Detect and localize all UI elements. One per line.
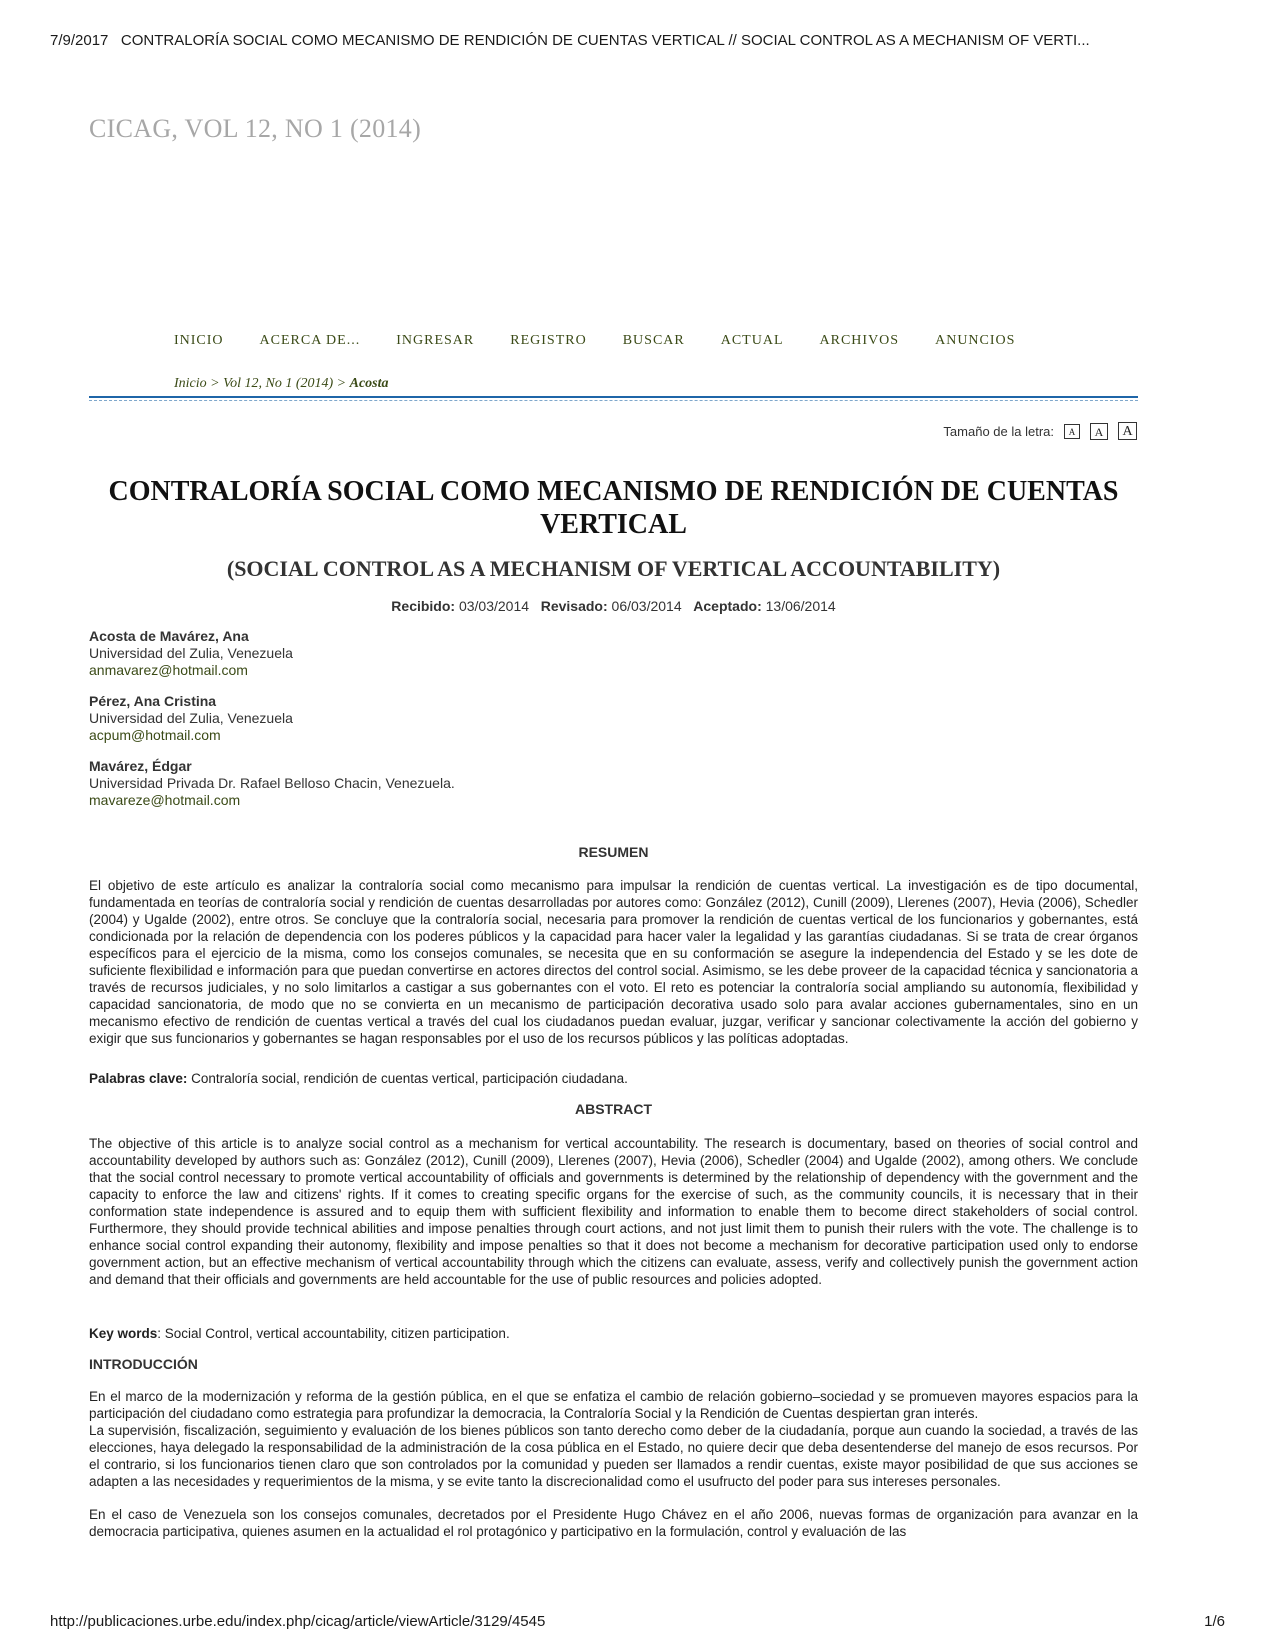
author-entry [89,693,455,744]
print-doc-title: CONTRALORÍA SOCIAL COMO MECANISMO DE RENDICIÓN DE CUENTAS VERTICAL // SOCIAL CONTROL AS A MECHANISM OF VERTI... [120,32,1090,49]
nav-item-actual[interactable]: ACTUAL [720,333,784,348]
breadcrumb-separator: > [206,376,224,391]
resumen-heading: RESUMEN [578,844,649,860]
font-size-label: Tamaño de la letra: [943,423,1054,439]
nav-item-anuncios[interactable]: ANUNCIOS [935,333,1016,348]
intro-paragraph: La supervisión, fiscalización, seguimiento y evaluación de los bienes públicos son tanto derecho como deber de la ciudadanía, porque aun cuando la sociedad, a través de las elecciones, haya delegado la responsabilidad de la administración de la cosa pública en el Estado, no quiere decir que deba desentenderse del manejo de esos recursos. Por el contrario, si los funcionarios tienen claro que son controlados por la comunidad y pueden ser llamados a rendir cuentas, existe mayor posibilidad de que sus acciones se adapten a las necesidades y requerimientos de la misma, y se evite tanto la discrecionalidad como el usufructo del poder para sus intereses personales. [89,1423,1138,1489]
revised-date: 06/03/2014 [611,598,682,614]
intro-heading: INTRODUCCIÓN [89,1356,198,1372]
print-page-number: 1/6 [1204,1613,1225,1630]
resumen-text: El objetivo de este artículo es analizar la contraloría social como mecanismo para impulsar la rendición de cuentas vertical. La investigación es de tipo documental, fundamentada en teorías de contraloría social y rendición de cuentas desarrolladas por autores como: González (2012), Cunill (2009), Llerenes (2007), Hevia (2006), Schedler (2004) y Ugalde (2002), entre otros. Se concluye que la contraloría social, necesaria para promover la rendición de cuentas vertical de los funcionarios y gobernantes, está condicionada por la relación de dependencia con los poderes públicos y la capacidad para hacer valer la legalidad y las garantías ciudadanas. Si se trata de crear órganos específicos para el ejercicio de la misma, como los consejos comunales, se necesita que en su conformación se asegure la independencia del Estado y se les dote de suficiente flexibilidad e información para que puedan convertirse en actores directos del control social. Asimismo, se les debe proveer de la capacidad técnica y sancionatoria a través de recursos judiciales, y no solo limitarlos a castigar a sus gobernantes con el voto. El reto es potenciar la contraloría social ampliando su autonomía, flexibilidad y capacidad sancionatoria, de modo que no se convierta en un mecanismo de participación decorativa usado solo para avalar acciones gubernamentales, sino en un mecanismo efectivo de rendición de cuentas vertical a través del cual los ciudadanos puedan evaluar, juzgar, verificar y sancionar colectivamente la acción del gobierno y exigir que sus funcionarios y gobernantes se hagan responsables por el uso de los recursos públicos y las políticas adoptadas. [89,878,1138,1046]
article-dates [89,598,1138,614]
accepted-date: 13/06/2014 [765,598,836,614]
print-date: 7/9/2017 [50,32,109,49]
intro-paragraph: En el caso de Venezuela son los consejos comunales, decretados por el Presidente Hugo Chávez en el año 2006, nuevas formas de organización para avanzar en la democracia participativa, quienes asumen en la actualidad el rol protagónico y participativo en la formulación, control y evaluación de las [89,1507,1138,1539]
breadcrumb-issue[interactable]: Vol 12, No 1 (2014) [223,376,334,391]
abstract-keywords-label: Key words [89,1326,158,1341]
author-email-link[interactable]: anmavarez@hotmail.com [89,662,248,678]
nav-item-buscar[interactable]: BUSCAR [622,333,685,348]
print-footer-url: http://publicaciones.urbe.edu/index.php/cicag/article/viewArticle/3129/4545 [50,1613,546,1630]
received-date: 03/03/2014 [458,598,530,614]
author-email-link[interactable]: mavareze@hotmail.com [89,792,241,808]
nav-item-archivos[interactable]: ARCHIVOS [819,333,900,348]
abstract-text: The objective of this article is to analyze social control as a mechanism for vertical accountability. The research is documentary, based on theories of social control and accountability developed by authors such as: González (2012), Cunill (2009), Llerenes (2007), Hevia (2006), Schedler (2004) and Ugalde (2002), among others. We conclude that the social control necessary to promote vertical accountability of officials and governments is determined by the relationship of dependency with the government and the capacity to enforce the law and citizens' rights. If it comes to creating specific organs for the exercise of such, as the community councils, it is necessary that in their conformation state independence is assured and to equip them with sufficient flexibility and information to enable them to become direct stakeholders of social control. Furthermore, they should provide technical abilities and impose penalties through court actions, and not just limit them to punish their rulers with the vote. The challenge is to enhance social control expanding their autonomy, flexibility and impose penalties so that it does not become a mechanism for decorative participation used only to endorse government action, but an effective mechanism of vertical accountability through which the citizens can evaluate, assess, verify and collectively punish the government action and demand that their officials and governments are held accountable for the use of public resources and policies adopted. [89,1136,1138,1287]
print-header [50,32,1230,49]
intro-paragraph: En el marco de la modernización y reforma de la gestión pública, en el que se enfatiza el cambio de relación gobierno–sociedad y se promueven mayores espacios para la participación del ciudadano como estrategia para profundizar la democracia, la Contraloría Social y la Rendición de Cuentas despiertan gran interés. [89,1389,1138,1421]
abstract-heading: ABSTRACT [575,1101,652,1117]
font-size-control [943,422,1137,440]
journal-title[interactable]: CICAG, VOL 12, NO 1 (2014) [89,114,422,143]
author-entry [89,758,455,809]
author-name: Acosta de Mavárez, Ana [89,628,249,644]
article-title: CONTRALORÍA SOCIAL COMO MECANISMO DE RENDICIÓN DE CUENTAS VERTICAL [108,476,1119,540]
author-name: Pérez, Ana Cristina [89,693,217,709]
nav-item-acerca[interactable]: ACERCA DE... [259,333,361,348]
breadcrumb-home[interactable]: Inicio [174,376,207,391]
author-affiliation: Universidad Privada Dr. Rafael Belloso Chacin, Venezuela. [89,775,455,791]
header-divider [89,396,1138,398]
revised-label: Revisado: [540,598,608,614]
nav-item-ingresar[interactable]: INGRESAR [396,333,475,348]
font-size-large-button[interactable]: A [1118,422,1137,440]
author-affiliation: Universidad del Zulia, Venezuela [89,710,293,726]
breadcrumb-current[interactable]: Acosta [349,376,389,391]
header-divider-dashed [89,400,1138,401]
author-list [89,628,455,823]
abstract-keywords-value: : Social Control, vertical accountability, citizen participation. [157,1326,510,1341]
breadcrumb [174,376,389,392]
nav-item-registro[interactable]: REGISTRO [510,333,587,348]
font-size-medium-button[interactable]: A [1090,423,1108,440]
resumen-keywords-label: Palabras clave: [89,1071,188,1086]
resumen-keywords-value: Contraloría social, rendición de cuentas vertical, participación ciudadana. [191,1071,628,1086]
main-nav [174,333,1051,349]
received-label: Recibido: [391,598,456,614]
intro-body [89,1388,1138,1540]
nav-item-inicio[interactable]: INICIO [174,333,224,348]
author-email-link[interactable]: acpum@hotmail.com [89,727,221,743]
font-size-small-button[interactable]: A [1064,424,1080,439]
abstract-keywords [89,1326,1138,1341]
author-affiliation: Universidad del Zulia, Venezuela [89,645,293,661]
accepted-label: Aceptado: [693,598,762,614]
author-name: Mavárez, Édgar [89,758,192,774]
resumen-keywords [89,1071,1138,1086]
article-subtitle: (SOCIAL CONTROL AS A MECHANISM OF VERTICAL ACCOUNTABILITY) [226,556,1001,581]
breadcrumb-separator: > [333,376,350,391]
author-entry [89,628,455,679]
